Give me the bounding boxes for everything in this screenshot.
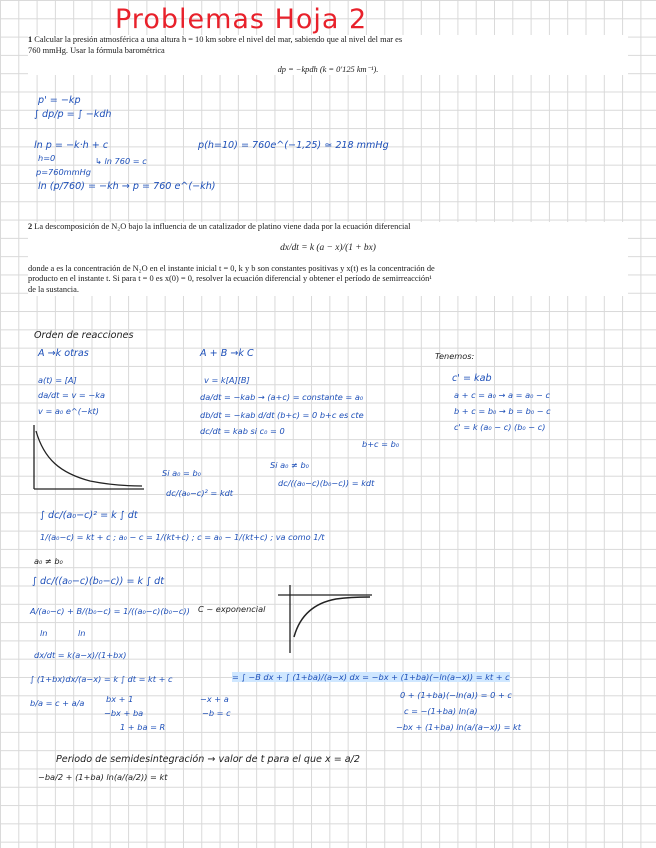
p2-integral-4: ∫ (1+bx)dx/(a−x) = k ∫ dt = kt + c [30,674,173,684]
p2-col2-line-b: da/dt = −kab → (a+c) = constante = a₀ [200,392,364,402]
p2-col1-reaction: A →k otras [38,348,89,359]
p2-col3-line-d: c' = k (a₀ − c) (b₀ − c) [454,422,546,432]
p2-col2-line-c: db/dt = −kab d/dt (b+c) = 0 b+c es cte [200,410,364,420]
p2-subcase-label: a₀ ≠ b₀ [34,556,63,566]
p2-fraction-step: b/a = c + a/a [30,698,85,708]
p2-integral-5: = ∫ −B dx + ∫ (1+ba)/(a−x) dx = −bx + (1+ba)(−ln(a−x)) = kt + c [232,672,510,682]
exponential-decay-sketch [30,425,146,493]
p2-half-life-definition: Periodo de semidesintegración → valor de t para el que x = a/2 [56,754,361,765]
decay-curve [36,431,142,486]
p2-integral-2: 1/(a₀−c) = kt + c ; a₀ − c = 1/(kt+c) ; c = a₀ − 1/(kt+c) ; va como 1/t [40,532,325,542]
problem-2-number: 2 [28,222,33,231]
p2-division-1: bx + 1 [106,694,134,704]
p2-col2-line-e: b+c = b₀ [362,439,400,449]
problem-2-formula: dx/dt = k (a − x)/(1 + bx) [280,242,376,253]
p1-hw-line-4: h=0 [38,153,56,163]
problem-2-text-line-1: La descomposición de N₂O bajo la influencia de un catalizador de platino viene dada por la ecuación diferencial [34,222,411,231]
p2-constant-1: 0 + (1+ba)(−ln(a)) = 0 + c [400,690,512,700]
p1-hw-line-2: ∫ dp/p = ∫ −kdh [34,109,112,120]
p2-case-1-label: Si a₀ = b₀ [162,468,201,478]
p2-col3-heading: Tenemos: [435,351,475,361]
problem-1-number: 1 [28,35,33,44]
p2-division-3: 1 + ba = R [120,722,166,732]
p2-case-2-label: Si a₀ ≠ b₀ [270,460,309,470]
p1-hw-line-5: p=760mmHg [36,167,91,177]
p2-col1-line-a: a(t) = [A] [38,375,77,385]
p2-col1-line-c: v = a₀ e^(−kt) [38,406,99,416]
p2-division-4: −x + a [200,694,229,704]
p2-col3-line-a: c' = kab [452,373,492,384]
problem-1-statement [28,35,628,75]
problem-2-text-line-3: producto en el instante t. Si para t = 0 es x(0) = 0, resolver la ecuación diferencial y obtener el período de semirreacción¹ [28,274,432,284]
p2-case-2-equation: dc/((a₀−c)(b₀−c)) = kdt [278,478,375,488]
saturation-curve [294,597,370,637]
p2-partial-fractions: A/(a₀−c) + B/(b₀−c) = 1/((a₀−c)(b₀−c)) [30,606,190,616]
p2-col2-line-a: v = k[A][B] [204,375,250,385]
p1-hw-result: p(h=10) = 760e^(−1,25) ≃ 218 mmHg [198,140,389,151]
p2-constant-2: c = −(1+ba) ln(a) [404,706,478,716]
p2-exponential-note: C ~ exponencial [198,604,266,614]
p2-half-life-equation: −ba/2 + (1+ba) ln(a/(a/2)) = kt [38,772,168,782]
problem-1-text-line-1: Calcular la presión atmosférica a una altura h = 10 km sobre el nivel del mar, sabiendo que al nivel del mar es [34,35,403,44]
saturation-curve-sketch [278,585,374,655]
p1-hw-line-7: ln (p/760) = −kh → p = 760 e^(−kh) [38,181,216,192]
p2-col2-reaction: A + B →k C [200,348,254,359]
p1-hw-line-1: p' = −kp [38,95,81,106]
problem-2-text-line-4: de la sustancia. [28,285,79,295]
p2-case-1-equation: dc/(a₀−c)² = kdt [166,488,234,498]
p2-col2-line-d: dc/dt = kab si c₀ = 0 [200,426,285,436]
p2-constant-3: −bx + (1+ba) ln(a/(a−x)) = kt [396,722,521,732]
p2-col3-line-b: a + c = a₀ → a = a₀ − c [454,390,550,400]
p2-ln-arrow-2: ln [78,628,86,638]
p1-hw-line-3: ln p = −k·h + c [34,140,109,151]
p2-col3-line-c: b + c = b₀ → b = b₀ − c [454,406,551,416]
p2-hw-heading: Orden de reacciones [34,330,134,341]
problem-1-formula: dp = −kpdh (k = 0'125 km⁻¹). [277,64,379,74]
problem-2-statement [28,222,628,296]
p2-ln-arrow-1: ln [40,628,48,638]
problem-1-text-line-2: 760 mmHg. Usar la fórmula barométrica [28,45,165,55]
page-title: Problemas Hoja 2 [115,4,368,35]
p2-col1-line-b: da/dt = v = −ka [38,390,105,400]
problem-2-text-line-2: donde a es la concentración de N₂O en el instante inicial t = 0, k y b son constantes positivas y x(t) es la concentración de [28,263,435,273]
p2-dx-dt: dx/dt = k(a−x)/(1+bx) [34,650,127,660]
p2-division-5: −b = c [202,708,231,718]
p2-division-2: −bx + ba [104,708,144,718]
p2-integral-1: ∫ dc/(a₀−c)² = k ∫ dt [40,510,138,521]
p1-hw-line-6: ↳ ln 760 = c [95,156,147,166]
p2-integral-3: ∫ dc/((a₀−c)(b₀−c)) = k ∫ dt [32,576,165,587]
